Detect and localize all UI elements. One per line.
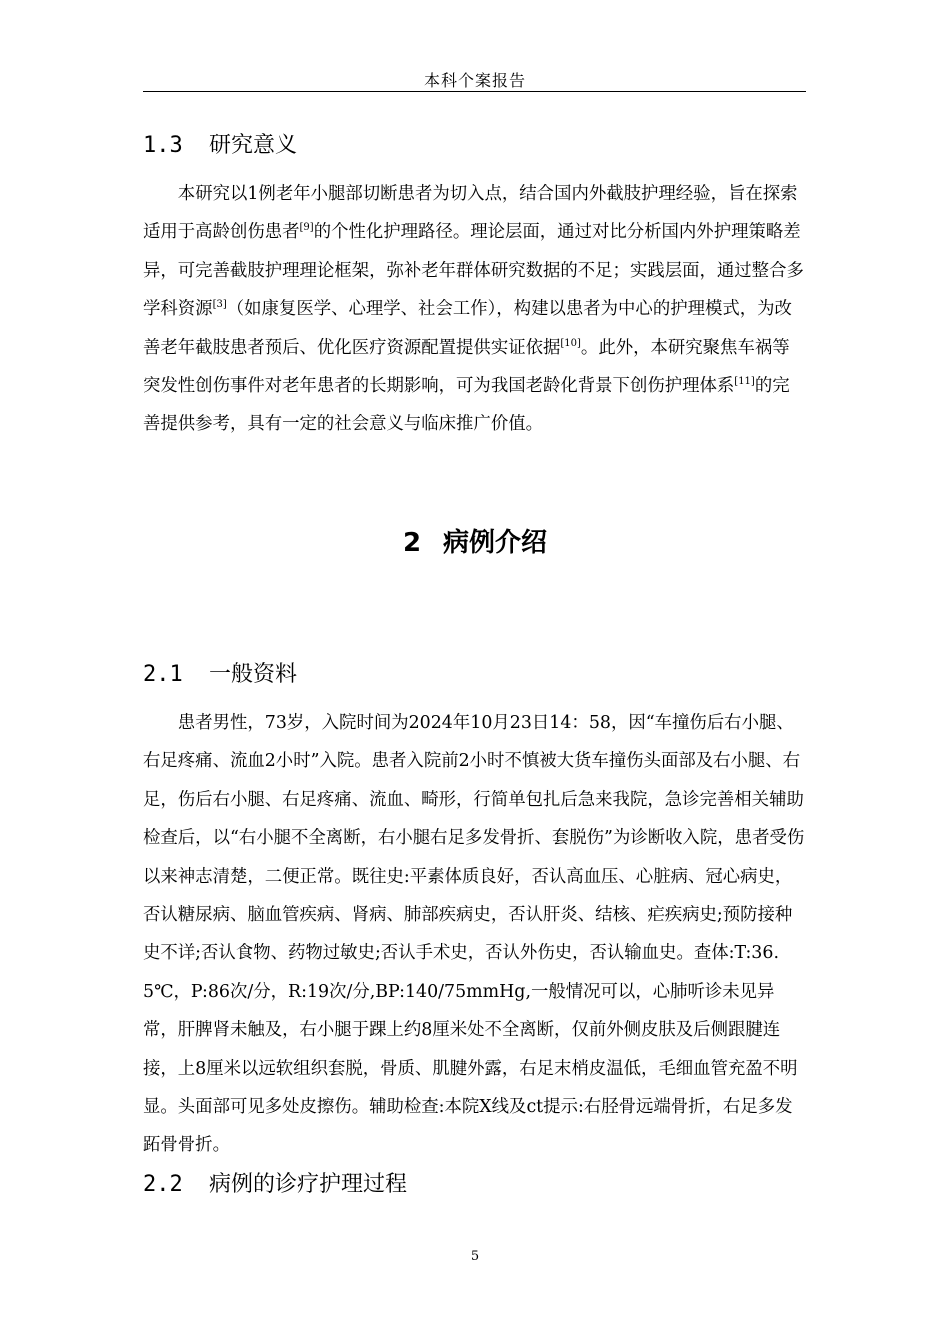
section-number: 1.3 [143,133,183,158]
section-title: 研究意义 [209,133,298,158]
text-run: （如康复医学、心理学、社会工作），构建以患者为中心的护理模式，为改善老年截肢患者预后、优化医疗资源配置提供实证依据 [143,299,792,358]
header-divider [143,91,806,92]
page-number: 5 [470,1249,480,1264]
paragraph-general-info: 患者男性，73岁，入院时间为2024年10月23日14：58，因“车撞伤后右小腿、右足疼痛、流血2小时”入院。患者入院前2小时不慎被大货车撞伤头面部及右小腿、右足，伤后右小腿、右足疼痛、流血、畸形，行简单包扎后急来我院，急诊完善相关辅助检查后，以“右小腿不全离断，右小腿右足多发骨折、套脱伤”为诊断收入院，患者受伤以来神志清楚，二便正常。既往史:平素体质良好，否认高血压、心脏病、冠心病史，否认糖尿病、脑血管疾病、肾病、肺部疾病史，否认肝炎、结核、疟疾病史;预防接种史不详;否认食物、药物过敏史;否认手术史，否认外伤史，否认输血史。查体:T:36.5℃，P:86次/分，R:19次/分,BP:140/75mmHg,一般情况可以，心肺听诊未见异常，肝脾肾未触及，右小腿于踝上约8厘米处不全离断，仅前外侧皮肤及后侧跟腱连接，上8厘米以远软组织套脱，骨质、肌腱外露，右足末梢皮温低，毛细血管充盈不明显。头面部可见多处皮擦伤。辅助检查:本院X线及ct提示:右胫骨远端骨折，右足多发跖骨骨折。 [143,713,805,1156]
paragraph-research-significance [143,175,806,444]
text-run: 的完善提供参考，具有一定的社会意义与临床推广价值。 [143,376,790,435]
chapter-title: 病例介绍 [443,528,548,558]
section-title: 一般资料 [209,662,298,687]
citation-ref: [9] [299,222,314,234]
chapter-heading-2 [0,522,950,559]
section-heading-2-2 [143,1167,407,1198]
citation-ref: [11] [734,376,755,388]
text-run: 本研究以1例老年小腿部切断患者为切入点，结合国内外截肢护理经验，旨在探索适用于高龄创伤患者 [143,184,798,243]
section-number: 2.2 [143,1172,183,1197]
citation-ref: [3] [212,299,227,311]
running-header: 本科个案报告 [423,71,526,90]
text-run: 的个性化护理路径。理论层面，通过对比分析国内外护理策略差异，可完善截肢护理理论框架，弥补老年群体研究数据的不足；实践层面，通过整合多学科资源 [143,222,804,320]
section-title: 病例的诊疗护理过程 [209,1172,408,1197]
chapter-number: 2 [402,528,422,558]
section-heading-1-3 [143,128,297,159]
section-heading-2-1 [143,657,297,688]
section-number: 2.1 [143,662,183,687]
text-run: 。此外，本研究聚焦车祸等突发性创伤事件对老年患者的长期影响，可为我国老龄化背景下创伤护理体系 [143,337,790,397]
citation-ref: [10] [560,337,581,349]
